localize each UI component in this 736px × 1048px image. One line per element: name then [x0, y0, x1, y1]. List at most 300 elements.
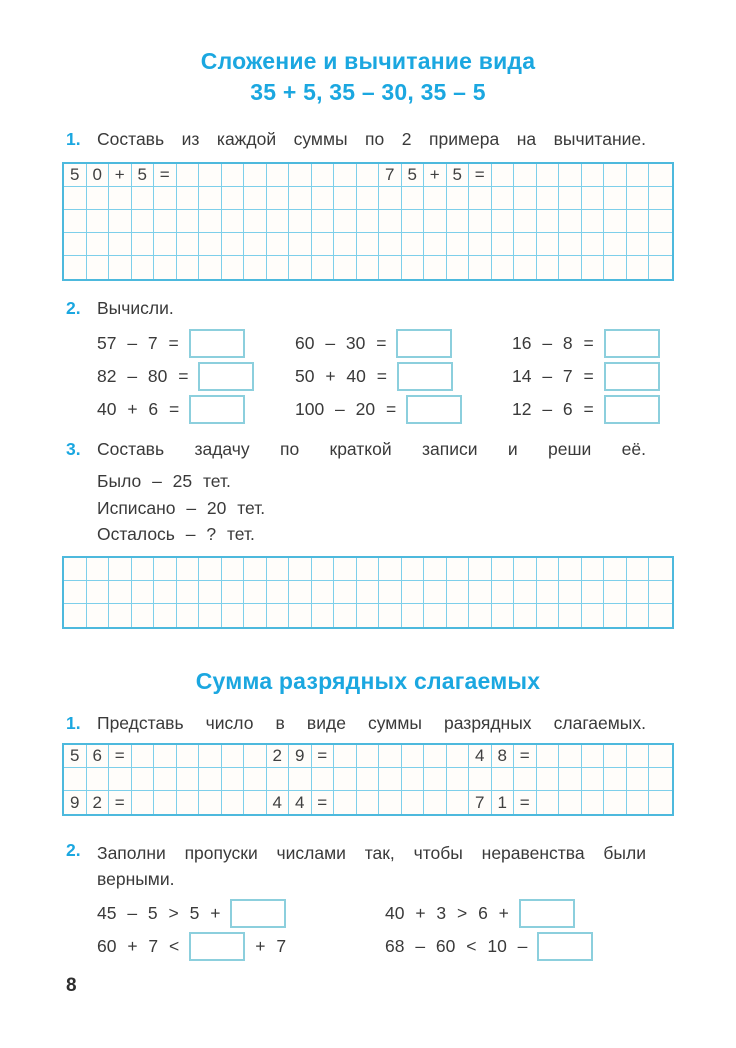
- grid-cell[interactable]: 8: [492, 745, 515, 768]
- grid-cell[interactable]: [132, 768, 155, 791]
- grid-cell[interactable]: [312, 187, 335, 210]
- grid-cell[interactable]: [537, 210, 560, 233]
- grid-cell[interactable]: [244, 791, 267, 814]
- grid-cell[interactable]: [87, 210, 110, 233]
- grid-cell[interactable]: [177, 210, 200, 233]
- grid-cell[interactable]: [154, 233, 177, 256]
- grid-cell[interactable]: [289, 233, 312, 256]
- grid-cell[interactable]: [222, 745, 245, 768]
- grid-cell[interactable]: [334, 768, 357, 791]
- grid-cell[interactable]: [109, 233, 132, 256]
- grid-cell[interactable]: [469, 210, 492, 233]
- grid-cell[interactable]: [492, 581, 515, 604]
- grid-cell[interactable]: [537, 581, 560, 604]
- grid-cell[interactable]: [199, 164, 222, 187]
- grid-cell[interactable]: [132, 581, 155, 604]
- grid-cell[interactable]: [447, 581, 470, 604]
- grid-cell[interactable]: [244, 558, 267, 581]
- grid-cell[interactable]: [379, 187, 402, 210]
- grid-cell[interactable]: [514, 256, 537, 279]
- grid-cell[interactable]: [627, 210, 650, 233]
- grid-cell[interactable]: [357, 210, 380, 233]
- grid-cell[interactable]: [244, 745, 267, 768]
- grid-cell[interactable]: 2: [87, 791, 110, 814]
- grid-cell[interactable]: =: [109, 745, 132, 768]
- grid-cell[interactable]: [199, 768, 222, 791]
- grid-cell[interactable]: [154, 187, 177, 210]
- grid-cell[interactable]: [357, 768, 380, 791]
- grid-cell[interactable]: [312, 164, 335, 187]
- answer-box[interactable]: [604, 395, 660, 424]
- grid-cell[interactable]: [604, 604, 627, 627]
- grid-cell[interactable]: [649, 256, 672, 279]
- grid-cell[interactable]: [312, 210, 335, 233]
- grid-cell[interactable]: [199, 581, 222, 604]
- grid-cell[interactable]: [177, 233, 200, 256]
- grid-cell[interactable]: [559, 581, 582, 604]
- grid-cell[interactable]: [514, 768, 537, 791]
- grid-cell[interactable]: [537, 233, 560, 256]
- grid-cell[interactable]: [492, 604, 515, 627]
- grid-cell[interactable]: [289, 768, 312, 791]
- grid-cell[interactable]: [87, 558, 110, 581]
- grid-cell[interactable]: 5: [64, 745, 87, 768]
- grid-cell[interactable]: [402, 768, 425, 791]
- grid-cell[interactable]: [627, 768, 650, 791]
- grid-cell[interactable]: =: [109, 791, 132, 814]
- grid-cell[interactable]: =: [312, 791, 335, 814]
- grid-cell[interactable]: 4: [289, 791, 312, 814]
- grid-cell[interactable]: [424, 745, 447, 768]
- grid-cell[interactable]: [244, 187, 267, 210]
- grid-cell[interactable]: [357, 581, 380, 604]
- grid-cell[interactable]: [514, 187, 537, 210]
- grid-cell[interactable]: [267, 604, 290, 627]
- grid-cell[interactable]: +: [109, 164, 132, 187]
- grid-cell[interactable]: [649, 187, 672, 210]
- grid-cell[interactable]: [357, 256, 380, 279]
- grid-cell[interactable]: [447, 558, 470, 581]
- grid-cell[interactable]: 5: [447, 164, 470, 187]
- grid-cell[interactable]: [132, 233, 155, 256]
- grid-cell[interactable]: [514, 558, 537, 581]
- grid-cell[interactable]: [402, 745, 425, 768]
- grid-cell[interactable]: [582, 558, 605, 581]
- grid-cell[interactable]: [177, 581, 200, 604]
- grid-cell[interactable]: [447, 768, 470, 791]
- answer-box[interactable]: [189, 329, 245, 358]
- grid-cell[interactable]: [469, 604, 492, 627]
- grid-cell[interactable]: [199, 745, 222, 768]
- grid-cell[interactable]: [222, 791, 245, 814]
- grid-cell[interactable]: [582, 768, 605, 791]
- grid-cell[interactable]: [537, 187, 560, 210]
- grid-cell[interactable]: [64, 581, 87, 604]
- grid-cell[interactable]: [379, 791, 402, 814]
- grid-cell[interactable]: [604, 210, 627, 233]
- grid-cell[interactable]: [627, 791, 650, 814]
- grid-cell[interactable]: [537, 791, 560, 814]
- grid-cell[interactable]: [402, 256, 425, 279]
- grid-cell[interactable]: [177, 745, 200, 768]
- grid-cell[interactable]: [177, 164, 200, 187]
- grid-cell[interactable]: [199, 791, 222, 814]
- grid-cell[interactable]: [424, 768, 447, 791]
- grid-cell[interactable]: [424, 581, 447, 604]
- answer-box[interactable]: [406, 395, 462, 424]
- grid-cell[interactable]: =: [312, 745, 335, 768]
- grid-cell[interactable]: [604, 791, 627, 814]
- grid-cell[interactable]: [424, 210, 447, 233]
- grid-cell[interactable]: [357, 745, 380, 768]
- grid-cell[interactable]: [627, 745, 650, 768]
- grid-cell[interactable]: [132, 210, 155, 233]
- grid-cell[interactable]: [357, 791, 380, 814]
- grid-cell[interactable]: [469, 256, 492, 279]
- grid-cell[interactable]: [424, 791, 447, 814]
- grid-cell[interactable]: 7: [379, 164, 402, 187]
- grid-cell[interactable]: [109, 210, 132, 233]
- grid-cell[interactable]: [537, 164, 560, 187]
- grid-cell[interactable]: [447, 604, 470, 627]
- grid-cell[interactable]: [627, 164, 650, 187]
- grid-cell[interactable]: [199, 604, 222, 627]
- grid-cell[interactable]: [177, 791, 200, 814]
- grid-cell[interactable]: [222, 187, 245, 210]
- grid-cell[interactable]: [604, 187, 627, 210]
- grid-cell[interactable]: [357, 558, 380, 581]
- grid-cell[interactable]: [334, 581, 357, 604]
- grid-cell[interactable]: [334, 164, 357, 187]
- grid-cell[interactable]: [379, 256, 402, 279]
- grid-cell[interactable]: [199, 256, 222, 279]
- grid-cell[interactable]: [132, 745, 155, 768]
- grid-cell[interactable]: [289, 210, 312, 233]
- grid-cell[interactable]: [447, 187, 470, 210]
- writing-grid-ex1[interactable]: [62, 162, 674, 281]
- grid-cell[interactable]: [334, 558, 357, 581]
- grid-cell[interactable]: [559, 233, 582, 256]
- grid-cell[interactable]: [514, 210, 537, 233]
- grid-cell[interactable]: [334, 745, 357, 768]
- writing-grid-s2ex1[interactable]: [62, 743, 674, 816]
- grid-cell[interactable]: [582, 581, 605, 604]
- grid-cell[interactable]: [109, 256, 132, 279]
- grid-cell[interactable]: [64, 233, 87, 256]
- grid-cell[interactable]: [537, 745, 560, 768]
- grid-cell[interactable]: [514, 581, 537, 604]
- grid-cell[interactable]: [492, 210, 515, 233]
- grid-cell[interactable]: [559, 558, 582, 581]
- grid-cell[interactable]: 1: [492, 791, 515, 814]
- grid-cell[interactable]: [64, 768, 87, 791]
- grid-cell[interactable]: [559, 791, 582, 814]
- grid-cell[interactable]: [492, 256, 515, 279]
- grid-cell[interactable]: [109, 558, 132, 581]
- grid-cell[interactable]: =: [514, 745, 537, 768]
- grid-cell[interactable]: [334, 187, 357, 210]
- grid-cell[interactable]: [379, 233, 402, 256]
- grid-cell[interactable]: [559, 745, 582, 768]
- grid-cell[interactable]: =: [469, 164, 492, 187]
- grid-cell[interactable]: [267, 210, 290, 233]
- grid-cell[interactable]: 4: [469, 745, 492, 768]
- grid-cell[interactable]: [312, 233, 335, 256]
- grid-cell[interactable]: [604, 581, 627, 604]
- grid-cell[interactable]: [289, 604, 312, 627]
- grid-cell[interactable]: [402, 791, 425, 814]
- grid-cell[interactable]: [312, 604, 335, 627]
- grid-cell[interactable]: [604, 745, 627, 768]
- grid-cell[interactable]: [199, 187, 222, 210]
- grid-cell[interactable]: [244, 581, 267, 604]
- grid-cell[interactable]: [334, 791, 357, 814]
- grid-cell[interactable]: 2: [267, 745, 290, 768]
- grid-cell[interactable]: [424, 558, 447, 581]
- answer-box[interactable]: [396, 329, 452, 358]
- grid-cell[interactable]: [132, 187, 155, 210]
- grid-cell[interactable]: [154, 745, 177, 768]
- grid-cell[interactable]: [627, 581, 650, 604]
- grid-cell[interactable]: 9: [289, 745, 312, 768]
- grid-cell[interactable]: [289, 558, 312, 581]
- grid-cell[interactable]: [582, 233, 605, 256]
- grid-cell[interactable]: [447, 791, 470, 814]
- grid-cell[interactable]: [334, 604, 357, 627]
- grid-cell[interactable]: [64, 210, 87, 233]
- grid-cell[interactable]: [267, 187, 290, 210]
- grid-cell[interactable]: [222, 558, 245, 581]
- grid-cell[interactable]: [447, 256, 470, 279]
- grid-cell[interactable]: [64, 256, 87, 279]
- grid-cell[interactable]: [289, 187, 312, 210]
- grid-cell[interactable]: [469, 768, 492, 791]
- grid-cell[interactable]: [492, 558, 515, 581]
- grid-cell[interactable]: [604, 256, 627, 279]
- grid-cell[interactable]: [402, 581, 425, 604]
- answer-box[interactable]: [604, 362, 660, 391]
- grid-cell[interactable]: [87, 256, 110, 279]
- grid-cell[interactable]: [222, 210, 245, 233]
- grid-cell[interactable]: [109, 604, 132, 627]
- grid-cell[interactable]: [244, 210, 267, 233]
- grid-cell[interactable]: [222, 256, 245, 279]
- grid-cell[interactable]: [357, 164, 380, 187]
- answer-box[interactable]: [198, 362, 254, 391]
- grid-cell[interactable]: [334, 233, 357, 256]
- grid-cell[interactable]: [177, 604, 200, 627]
- grid-cell[interactable]: [222, 768, 245, 791]
- answer-box[interactable]: [397, 362, 453, 391]
- answer-box[interactable]: [537, 932, 593, 961]
- grid-cell[interactable]: [334, 210, 357, 233]
- grid-cell[interactable]: [267, 256, 290, 279]
- grid-cell[interactable]: [289, 164, 312, 187]
- grid-cell[interactable]: [87, 233, 110, 256]
- answer-box[interactable]: [230, 899, 286, 928]
- grid-cell[interactable]: [379, 210, 402, 233]
- grid-cell[interactable]: [199, 558, 222, 581]
- grid-cell[interactable]: [87, 187, 110, 210]
- grid-cell[interactable]: =: [514, 791, 537, 814]
- grid-cell[interactable]: [154, 256, 177, 279]
- grid-cell[interactable]: 5: [402, 164, 425, 187]
- grid-cell[interactable]: [424, 256, 447, 279]
- answer-box[interactable]: [604, 329, 660, 358]
- grid-cell[interactable]: [627, 233, 650, 256]
- grid-cell[interactable]: [177, 558, 200, 581]
- grid-cell[interactable]: [604, 768, 627, 791]
- grid-cell[interactable]: [447, 210, 470, 233]
- grid-cell[interactable]: 6: [87, 745, 110, 768]
- grid-cell[interactable]: [537, 604, 560, 627]
- grid-cell[interactable]: [447, 233, 470, 256]
- grid-cell[interactable]: 5: [132, 164, 155, 187]
- grid-cell[interactable]: [267, 581, 290, 604]
- grid-cell[interactable]: 4: [267, 791, 290, 814]
- grid-cell[interactable]: 7: [469, 791, 492, 814]
- grid-cell[interactable]: [649, 768, 672, 791]
- grid-cell[interactable]: [132, 558, 155, 581]
- grid-cell[interactable]: [604, 233, 627, 256]
- grid-cell[interactable]: [199, 210, 222, 233]
- grid-cell[interactable]: [582, 164, 605, 187]
- grid-cell[interactable]: [649, 210, 672, 233]
- grid-cell[interactable]: 0: [87, 164, 110, 187]
- grid-cell[interactable]: [582, 210, 605, 233]
- grid-cell[interactable]: [424, 604, 447, 627]
- grid-cell[interactable]: 5: [64, 164, 87, 187]
- grid-cell[interactable]: [289, 581, 312, 604]
- grid-cell[interactable]: [402, 187, 425, 210]
- grid-cell[interactable]: [379, 604, 402, 627]
- grid-cell[interactable]: [244, 256, 267, 279]
- grid-cell[interactable]: [469, 187, 492, 210]
- grid-cell[interactable]: [267, 768, 290, 791]
- grid-cell[interactable]: [222, 581, 245, 604]
- grid-cell[interactable]: [559, 164, 582, 187]
- grid-cell[interactable]: [154, 604, 177, 627]
- grid-cell[interactable]: [312, 256, 335, 279]
- grid-cell[interactable]: [492, 768, 515, 791]
- grid-cell[interactable]: [492, 164, 515, 187]
- grid-cell[interactable]: [267, 233, 290, 256]
- grid-cell[interactable]: [87, 768, 110, 791]
- grid-cell[interactable]: [469, 233, 492, 256]
- grid-cell[interactable]: [559, 187, 582, 210]
- grid-cell[interactable]: [312, 558, 335, 581]
- answer-box[interactable]: [189, 395, 245, 424]
- grid-cell[interactable]: [582, 791, 605, 814]
- grid-cell[interactable]: [649, 604, 672, 627]
- grid-cell[interactable]: =: [154, 164, 177, 187]
- grid-cell[interactable]: [627, 604, 650, 627]
- grid-cell[interactable]: [334, 256, 357, 279]
- grid-cell[interactable]: [289, 256, 312, 279]
- grid-cell[interactable]: [379, 768, 402, 791]
- grid-cell[interactable]: [559, 604, 582, 627]
- grid-cell[interactable]: [604, 164, 627, 187]
- grid-cell[interactable]: [132, 791, 155, 814]
- grid-cell[interactable]: +: [424, 164, 447, 187]
- grid-cell[interactable]: [559, 768, 582, 791]
- grid-cell[interactable]: [177, 187, 200, 210]
- grid-cell[interactable]: [222, 164, 245, 187]
- grid-cell[interactable]: [379, 558, 402, 581]
- grid-cell[interactable]: [649, 791, 672, 814]
- grid-cell[interactable]: [604, 558, 627, 581]
- grid-cell[interactable]: [154, 210, 177, 233]
- grid-cell[interactable]: [267, 558, 290, 581]
- grid-cell[interactable]: [627, 256, 650, 279]
- grid-cell[interactable]: [424, 187, 447, 210]
- grid-cell[interactable]: [627, 558, 650, 581]
- grid-cell[interactable]: [177, 768, 200, 791]
- grid-cell[interactable]: [424, 233, 447, 256]
- grid-cell[interactable]: [177, 256, 200, 279]
- grid-cell[interactable]: [514, 604, 537, 627]
- grid-cell[interactable]: [357, 233, 380, 256]
- grid-cell[interactable]: [649, 164, 672, 187]
- grid-cell[interactable]: [582, 256, 605, 279]
- grid-cell[interactable]: [492, 187, 515, 210]
- answer-box[interactable]: [519, 899, 575, 928]
- grid-cell[interactable]: [64, 604, 87, 627]
- grid-cell[interactable]: [582, 604, 605, 627]
- grid-cell[interactable]: [357, 604, 380, 627]
- grid-cell[interactable]: [514, 164, 537, 187]
- grid-cell[interactable]: [649, 558, 672, 581]
- grid-cell[interactable]: [154, 791, 177, 814]
- grid-cell[interactable]: [402, 233, 425, 256]
- grid-cell[interactable]: [402, 558, 425, 581]
- grid-cell[interactable]: [267, 164, 290, 187]
- grid-cell[interactable]: [402, 210, 425, 233]
- grid-cell[interactable]: [469, 581, 492, 604]
- grid-cell[interactable]: [582, 187, 605, 210]
- grid-cell[interactable]: [109, 768, 132, 791]
- grid-cell[interactable]: [109, 187, 132, 210]
- grid-cell[interactable]: [379, 745, 402, 768]
- grid-cell[interactable]: [154, 581, 177, 604]
- grid-cell[interactable]: [357, 187, 380, 210]
- grid-cell[interactable]: [627, 187, 650, 210]
- grid-cell[interactable]: [559, 256, 582, 279]
- grid-cell[interactable]: [514, 233, 537, 256]
- grid-cell[interactable]: [87, 581, 110, 604]
- grid-cell[interactable]: [537, 558, 560, 581]
- grid-cell[interactable]: [559, 210, 582, 233]
- grid-cell[interactable]: [379, 581, 402, 604]
- grid-cell[interactable]: [649, 581, 672, 604]
- grid-cell[interactable]: [244, 164, 267, 187]
- grid-cell[interactable]: [469, 558, 492, 581]
- grid-cell[interactable]: [402, 604, 425, 627]
- grid-cell[interactable]: [312, 768, 335, 791]
- grid-cell[interactable]: [154, 768, 177, 791]
- grid-cell[interactable]: 9: [64, 791, 87, 814]
- grid-cell[interactable]: [447, 745, 470, 768]
- grid-cell[interactable]: [537, 768, 560, 791]
- writing-grid-ex3[interactable]: [62, 556, 674, 629]
- grid-cell[interactable]: [492, 233, 515, 256]
- grid-cell[interactable]: [154, 558, 177, 581]
- grid-cell[interactable]: [132, 604, 155, 627]
- grid-cell[interactable]: [64, 558, 87, 581]
- grid-cell[interactable]: [582, 745, 605, 768]
- grid-cell[interactable]: [244, 604, 267, 627]
- grid-cell[interactable]: [64, 187, 87, 210]
